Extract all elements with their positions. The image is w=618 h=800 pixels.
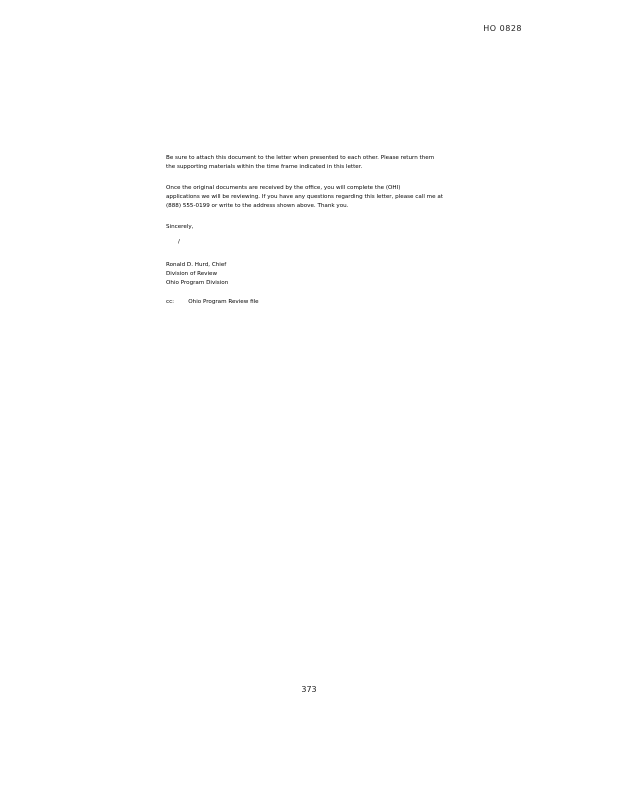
enclosure-text: cc: Ohio Program Review file — [166, 299, 259, 305]
signer-organization: Ohio Program Division — [166, 280, 229, 286]
page-number: 373 — [301, 685, 317, 694]
signature-mark: / — [178, 239, 180, 245]
body-paragraph-1 — [166, 154, 466, 172]
closing: Sincerely, — [166, 224, 194, 230]
enclosure-line — [166, 298, 466, 307]
paragraph-line: (888) 555-0199 or write to the address shown above. Thank you. — [166, 203, 349, 209]
body-paragraph-2 — [166, 184, 466, 211]
document-id: HO 0828 — [483, 24, 522, 33]
paragraph-line: Once the original documents are received by the office, you will complete the (OHI) — [166, 185, 401, 191]
signer-title: Division of Review — [166, 271, 218, 277]
paragraph-line: Be sure to attach this document to the letter when presented to each other. Please return them — [166, 155, 435, 161]
paragraph-line: the supporting materials within the time frame indicated in this letter. — [166, 164, 363, 170]
paragraph-line: applications we will be reviewing. If you have any questions regarding this letter, please call me at — [166, 194, 443, 200]
signer-name: Ronald D. Hurd, Chief — [166, 262, 227, 268]
